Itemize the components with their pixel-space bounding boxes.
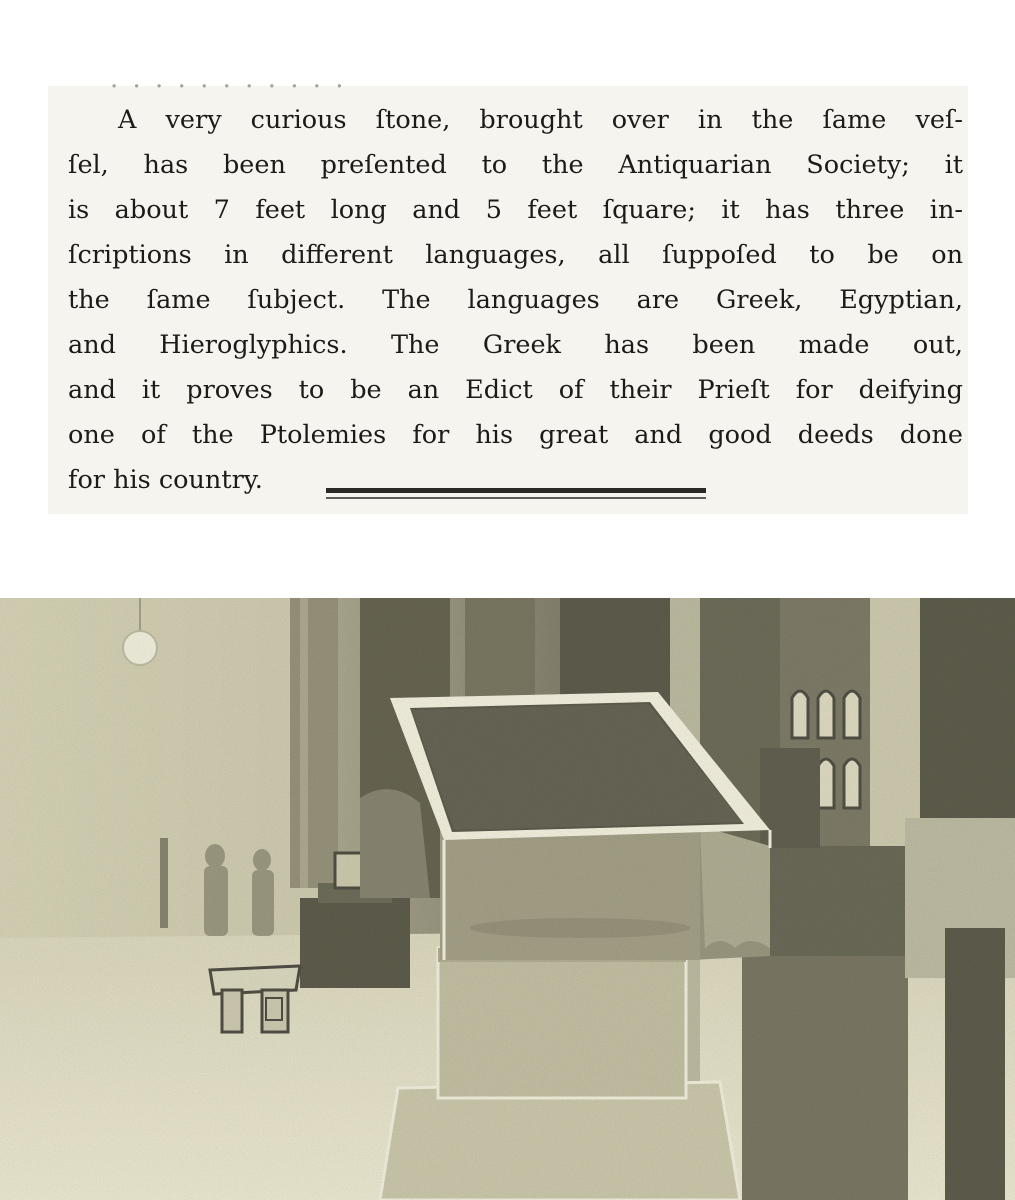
article-line: one of the Ptolemies for his great and good deeds done [68,420,963,450]
cropped-text-fragment: · · · · · · · · · · · [110,72,347,102]
photo-illustration [0,598,1015,1200]
newspaper-clipping [48,72,968,514]
article-line: for his country. [68,465,263,495]
article-line: and Hieroglyphics. The Greek has been made out, [68,330,963,360]
article-line: A very curious ſtone, brought over in the ſame veſ- [118,105,963,135]
article-line: and it proves to be an Edict of their Prieſt for deifying [68,375,963,405]
separator-rule [326,488,706,493]
article-line: ſel, has been preſented to the Antiquarian Society; it [68,150,963,180]
separator-rule [326,497,706,499]
museum-photograph [0,598,1015,1200]
article-line: the ſame ſubject. The languages are Greek, Egyptian, [68,285,963,315]
article-text [68,98,963,503]
article-line: is about 7 feet long and 5 feet ſquare; it has three in- [68,195,963,225]
article-line: ſcriptions in different languages, all ſuppoſed to be on [68,240,963,270]
